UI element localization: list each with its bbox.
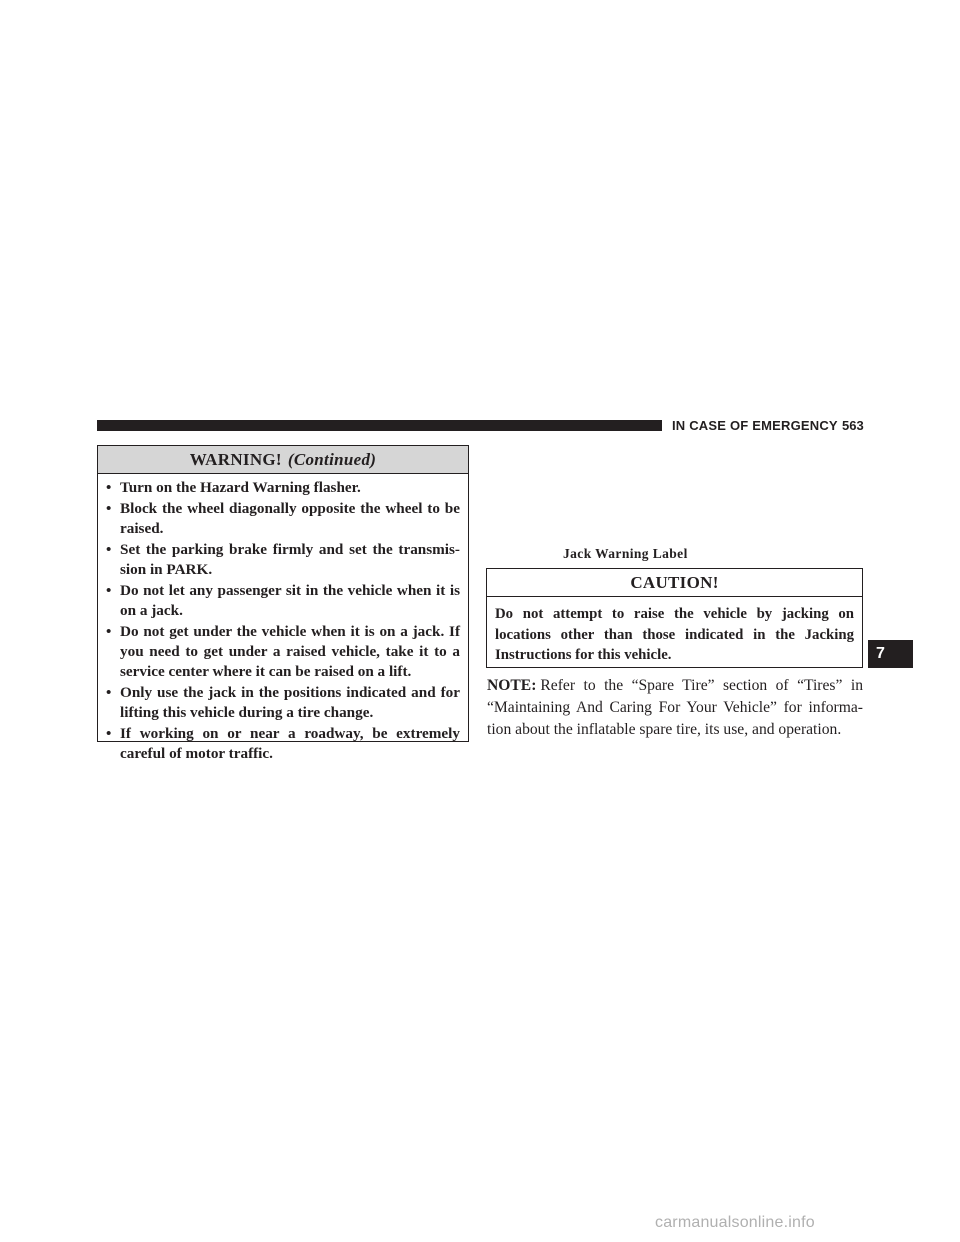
list-item: • Turn on the Hazard Warning flasher. bbox=[106, 479, 361, 496]
bullet-icon: • bbox=[106, 582, 112, 599]
note-paragraph bbox=[487, 675, 863, 741]
list-item: • If working on or near a roadway, be extremely careful of motor traffic. bbox=[106, 725, 460, 762]
watermark-link[interactable]: carmanualsonline.info bbox=[655, 1214, 815, 1231]
header-rule bbox=[97, 420, 662, 431]
list-item: • Block the wheel diagonally opposite the wheel to be raised. bbox=[106, 500, 460, 537]
section-title: IN CASE OF EMERGENCY bbox=[672, 418, 838, 433]
page-number: 563 bbox=[842, 418, 864, 433]
caution-text: Do not attempt to raise the vehicle by jacking on locations other than those indicated in the Jacking Instructions for this vehicle. bbox=[495, 606, 854, 663]
bullet-icon: • bbox=[106, 684, 112, 701]
warning-heading bbox=[98, 446, 468, 474]
figure-caption: Jack Warning Label bbox=[563, 546, 688, 561]
list-item: • Set the parking brake firmly and set the transmis-sion in PARK. bbox=[106, 541, 460, 578]
note-label: NOTE: bbox=[487, 677, 537, 694]
list-item: • Do not get under the vehicle when it is on a jack. If you need to get under a raised vehicle, take it to a service center where it can be raised on a lift. bbox=[106, 623, 460, 680]
bullet-icon: • bbox=[106, 623, 112, 640]
chapter-tab: 7 bbox=[868, 640, 913, 668]
bullet-icon: • bbox=[106, 541, 112, 558]
list-item: • Do not let any passenger sit in the vehicle when it is on a jack. bbox=[106, 582, 460, 619]
bullet-icon: • bbox=[106, 725, 112, 742]
warning-title: WARNING! bbox=[189, 450, 282, 469]
list-item: • Only use the jack in the positions indicated and for lifting this vehicle during a tire change. bbox=[106, 684, 460, 721]
note-text: Refer to the “Spare Tire” section of “Tires” in “Maintaining And Caring For Your Vehicle” for informa-tion about the inflatable spare tire, its use, and operation. bbox=[487, 677, 863, 738]
bullet-icon: • bbox=[106, 500, 112, 517]
bullet-icon: • bbox=[106, 479, 112, 496]
warning-continued: (Continued) bbox=[287, 450, 377, 469]
caution-title: CAUTION! bbox=[487, 569, 862, 597]
warning-box bbox=[97, 445, 469, 762]
caution-box bbox=[486, 568, 863, 668]
warning-list bbox=[98, 474, 468, 764]
